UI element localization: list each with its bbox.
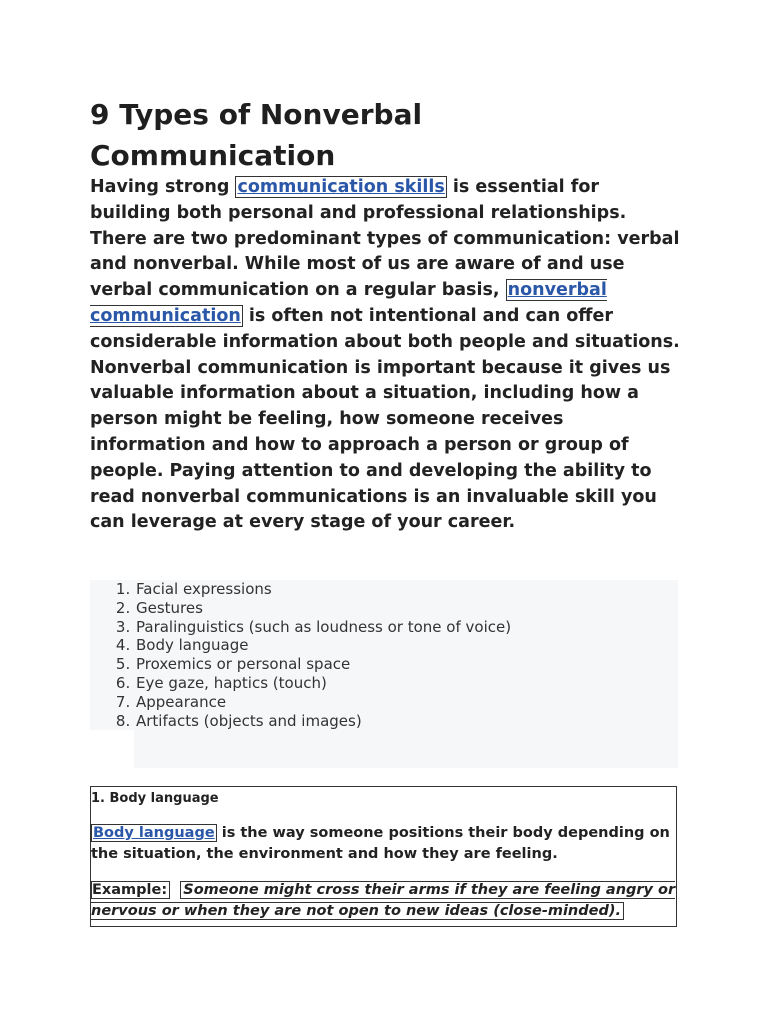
types-list-box xyxy=(90,580,678,768)
types-list xyxy=(90,580,678,730)
list-item: 4. Body language xyxy=(135,636,678,655)
list-item: 2. Gestures xyxy=(135,599,678,618)
body-language-section xyxy=(90,786,677,927)
section-heading: 1. Body language xyxy=(91,791,219,806)
communication-skills-link[interactable]: communication skills xyxy=(237,177,445,197)
body-language-link[interactable]: Body language xyxy=(93,825,215,841)
list-item: 7. Appearance xyxy=(135,693,678,712)
list-item: 3. Paralinguistics (such as loudness or tone of voice) xyxy=(135,618,678,637)
section-body xyxy=(91,823,676,865)
section-body-text: is the way someone positions their body depending on the situation, the environment and how they are feeling. xyxy=(91,825,670,862)
list-item: 6. Eye gaze, haptics (touch) xyxy=(135,674,678,693)
list-item: 8. Artifacts (objects and images) xyxy=(135,712,678,731)
page-title: 9 Types of Nonverbal Communication xyxy=(90,98,423,172)
example-text: Someone might cross their arms if they are feeling angry or nervous or when they are not open to new ideas (close-minded). xyxy=(91,882,676,919)
intro-text-c: is often not intentional and can offer considerable information about both people and situations. xyxy=(90,305,680,352)
intro-text-b: is essential for building both personal and professional relationships. There are two predominant types of communication: verbal and nonverbal. While most of us are aware of and use verbal communication on a regular basis, xyxy=(90,177,680,301)
intro-section xyxy=(90,175,680,536)
example-label: Example: xyxy=(91,881,170,899)
list-margin-strip xyxy=(90,730,134,768)
nonverbal-communication-link[interactable]: nonverbal communication xyxy=(90,280,607,326)
list-item: 5. Proxemics or personal space xyxy=(135,655,678,674)
list-item: 1. Facial expressions xyxy=(135,580,678,599)
example-block xyxy=(91,880,676,922)
intro-paragraph-1 xyxy=(90,175,680,356)
intro-text-a: Having strong xyxy=(90,177,236,197)
intro-paragraph-2: Nonverbal communication is important because it gives us valuable information about a situation, including how a person might be feeling, how someone receives information and how to approach a person or group of people. Paying attention to and developing the ability to read nonverbal communications is an invaluable skill you can leverage at every stage of your career. xyxy=(90,357,671,533)
